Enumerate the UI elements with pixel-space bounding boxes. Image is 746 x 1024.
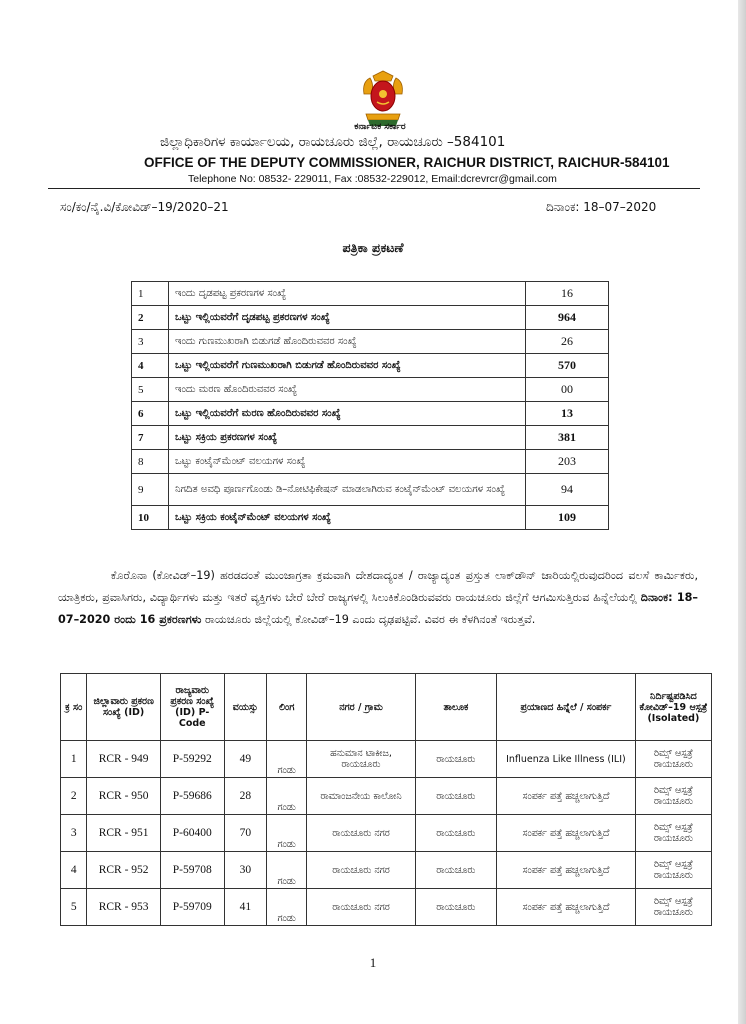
case-taluk: ರಾಯಚೂರು xyxy=(415,889,496,926)
case-place: ರಾಯಚೂರು ನಗರ xyxy=(307,889,415,926)
header-divider xyxy=(48,188,700,189)
office-name-kannada: ಜಿಲ್ಲಾಧಿಕಾರಿಗಳ ಕಾರ್ಯಾಲಯ, ರಾಯಚೂರು ಜಿಲ್ಲೆ, ರಾಯಚೂರು –584101 xyxy=(160,134,506,150)
case-sn: 4 xyxy=(61,852,87,889)
summary-sn: 4 xyxy=(132,354,169,378)
case-travel: ಸಂಪರ್ಕ ಪತ್ತೆ ಹಚ್ಚಲಾಗುತ್ತಿದೆ xyxy=(497,852,636,889)
summary-value: 13 xyxy=(526,402,609,426)
case-hospital: ರಿಮ್ಸ್ ಆಸ್ಪತ್ರೆ ರಾಯಚೂರು xyxy=(635,778,711,815)
summary-label: ಒಟ್ಟು ಇಲ್ಲಿಯವರೆಗೆ ಗುಣಮುಖರಾಗಿ ಬಿಡುಗಡೆ ಹೊಂದಿರುವವರ ಸಂಖ್ಯೆ xyxy=(169,354,526,378)
case-row xyxy=(61,741,712,778)
summary-sn: 6 xyxy=(132,402,169,426)
case-district-id: RCR - 953 xyxy=(87,889,160,926)
summary-row xyxy=(132,306,609,330)
summary-value: 203 xyxy=(526,450,609,474)
case-place: ಹನುಮಾನ ಟಾಕೀಜ, ರಾಯಚೂರು xyxy=(307,741,415,778)
summary-row xyxy=(132,354,609,378)
case-sn: 3 xyxy=(61,815,87,852)
case-place: ರಾಮಾಂಜನೇಯ ಕಾಲೋನಿ xyxy=(307,778,415,815)
case-row xyxy=(61,889,712,926)
summary-label: ಒಟ್ಟು ಕಂಟೈನ್‌ಮೆಂಟ್ ವಲಯಗಳ ಸಂಖ್ಯೆ xyxy=(169,450,526,474)
header-sn: ಕ್ರ ಸಂ xyxy=(61,674,87,741)
summary-sn: 1 xyxy=(132,282,169,306)
case-age: 28 xyxy=(224,778,266,815)
summary-value: 109 xyxy=(526,506,609,530)
summary-table xyxy=(131,281,609,530)
case-travel: ಸಂಪರ್ಕ ಪತ್ತೆ ಹಚ್ಚಲಾಗುತ್ತಿದೆ xyxy=(497,889,636,926)
summary-sn: 3 xyxy=(132,330,169,354)
summary-label: ಇಂದು ದೃಡಪಟ್ಟ ಪ್ರಕರಣಗಳ ಸಂಖ್ಯೆ xyxy=(169,282,526,306)
case-age: 49 xyxy=(224,741,266,778)
case-gender: ಗಂಡು xyxy=(267,741,307,778)
reference-date: ದಿನಾಂಕ: 18–07–2020 xyxy=(546,200,657,214)
summary-value: 00 xyxy=(526,378,609,402)
case-sn: 2 xyxy=(61,778,87,815)
case-taluk: ರಾಯಚೂರು xyxy=(415,741,496,778)
case-travel: Influenza Like Illness (ILI) xyxy=(497,741,636,778)
summary-row xyxy=(132,378,609,402)
case-state-id: P-59292 xyxy=(160,741,224,778)
summary-value: 94 xyxy=(526,474,609,506)
header-hospital: ನಿರ್ದಿಷ್ಟಪಡಿಸಿದ ಕೋವಿಡ್–19 ಆಸ್ಪತ್ರೆ (Isolated) xyxy=(635,674,711,741)
summary-row xyxy=(132,426,609,450)
case-state-id: P-59708 xyxy=(160,852,224,889)
summary-label: ಒಟ್ಟು ಸಕ್ರಿಯ ಕಂಟೈನ್‌ಮೆಂಟ್ ವಲಯಗಳ ಸಂಖ್ಯೆ xyxy=(169,506,526,530)
summary-row xyxy=(132,450,609,474)
press-release-title: ಪತ್ರಿಕಾ ಪ್ರಕಟಣೆ xyxy=(342,240,404,255)
case-age: 41 xyxy=(224,889,266,926)
summary-sn: 2 xyxy=(132,306,169,330)
case-hospital: ರಿಮ್ಸ್ ಆಸ್ಪತ್ರೆ ರಾಯಚೂರು xyxy=(635,852,711,889)
case-gender: ಗಂಡು xyxy=(267,889,307,926)
case-age: 70 xyxy=(224,815,266,852)
case-row xyxy=(61,852,712,889)
case-gender: ಗಂಡು xyxy=(267,815,307,852)
summary-label: ಒಟ್ಟು ಸಕ್ರಿಯ ಪ್ರಕರಣಗಳ ಸಂಖ್ಯೆ xyxy=(169,426,526,450)
case-sn: 5 xyxy=(61,889,87,926)
emblem-caption: ಕರ್ನಾಟಕ ಸರ್ಕಾರ xyxy=(354,122,406,132)
header-travel: ಪ್ರಯಾಣದ ಹಿನ್ನೆಲೆ / ಸಂಪರ್ಕ xyxy=(497,674,636,741)
case-district-id: RCR - 950 xyxy=(87,778,160,815)
case-taluk: ರಾಯಚೂರು xyxy=(415,852,496,889)
case-row xyxy=(61,778,712,815)
case-taluk: ರಾಯಚೂರು xyxy=(415,778,496,815)
summary-label: ನಿಗದಿತ ಅವಧಿ ಪೂರ್ಣಗೊಂಡು ಡಿ–ನೋಟಿಫಿಕೇಷನ್ ಮಾಡಲಾಗಿರುವ ಕಂಟೈನ್‌ಮೆಂಟ್ ವಲಯಗಳ ಸಂಖ್ಯೆ xyxy=(169,474,526,506)
page-number: 1 xyxy=(369,955,377,970)
paragraph-text: ಕೊರೊನಾ (ಕೋವಿಡ್–19) ಹರಡದಂತೆ ಮುಂಜಾಗ್ರತಾ ಕ್ರಮವಾಗಿ ದೇಶದಾದ್ಯಂತ / ರಾಜ್ಯಾದ್ಯಂತ ಪ್ರಸ್ತುತ ಲಾಕ್‌ಡೌನ್ ಜಾರಿಯಲ್ಲಿರುವುದರಿಂದ ವಲಸೆ ಕಾರ್ಮಿಕರು, ಯಾತ್ರಿಕರು, ಪ್ರವಾಸಿಗರು, ವಿದ್ಯಾರ್ಥಿಗಳು ಮತ್ತು ಇತರೆ ವ್ಯಕ್ತಿಗಳು ಬೇರೆ ಬೇರೆ ರಾಜ್ಯಗಳಲ್ಲಿ ಸಿಲುಕಿಕೊಂಡಿರುವವರು ರಾಯಚೂರು ಜಿಲ್ಲೆಗೆ ಆಗಮಿಸುತ್ತಿರುವ ಹಿನ್ನೆಲೆಯಲ್ಲಿ xyxy=(58,569,698,604)
reference-number: ಸಂ/ಕಂ/ನೈ.ವಿ/ಕೋವಿಡ್–19/2020–21 xyxy=(60,200,229,214)
case-state-id: P-60400 xyxy=(160,815,224,852)
case-district-id: RCR - 949 xyxy=(87,741,160,778)
case-age: 30 xyxy=(224,852,266,889)
office-contact-line: Telephone No: 08532- 229011, Fax :08532-229012, Email:dcrevrcr@gmail.com xyxy=(188,173,557,185)
summary-label: ಒಟ್ಟು ಇಲ್ಲಿಯವರೆಗೆ ಮರಣ ಹೊಂದಿರುವವರ ಸಂಖ್ಯೆ xyxy=(169,402,526,426)
summary-row xyxy=(132,506,609,530)
summary-label: ಒಟ್ಟು ಇಲ್ಲಿಯವರೆಗೆ ದೃಡಪಟ್ಟ ಪ್ರಕರಣಗಳ ಸಂಖ್ಯೆ xyxy=(169,306,526,330)
summary-row xyxy=(132,330,609,354)
summary-value: 16 xyxy=(526,282,609,306)
case-state-id: P-59709 xyxy=(160,889,224,926)
case-travel: ಸಂಪರ್ಕ ಪತ್ತೆ ಹಚ್ಚಲಾಗುತ್ತಿದೆ xyxy=(497,815,636,852)
summary-row xyxy=(132,282,609,306)
case-hospital: ರಿಮ್ಸ್ ಆಸ್ಪತ್ರೆ ರಾಯಚೂರು xyxy=(635,815,711,852)
summary-value: 570 xyxy=(526,354,609,378)
case-district-id: RCR - 952 xyxy=(87,852,160,889)
header-state-id: ರಾಜ್ಯವಾರು ಪ್ರಕರಣ ಸಂಖ್ಯೆ (ID) P- Code xyxy=(160,674,224,741)
case-details-table xyxy=(60,673,712,926)
summary-row xyxy=(132,474,609,506)
summary-value: 964 xyxy=(526,306,609,330)
header-gender: ಲಿಂಗ xyxy=(267,674,307,741)
case-gender: ಗಂಡು xyxy=(267,778,307,815)
case-place: ರಾಯಚೂರು ನಗರ xyxy=(307,815,415,852)
summary-sn: 8 xyxy=(132,450,169,474)
case-place: ರಾಯಚೂರು ನಗರ xyxy=(307,852,415,889)
header-district-id: ಜಿಲ್ಲಾವಾರು ಪ್ರಕರಣ ಸಂಖ್ಯೆ (ID) xyxy=(87,674,160,741)
header-age: ವಯಸ್ಸು xyxy=(224,674,266,741)
state-emblem-icon xyxy=(358,70,408,128)
summary-sn: 5 xyxy=(132,378,169,402)
office-name-english: OFFICE OF THE DEPUTY COMMISSIONER, RAICHUR DISTRICT, RAICHUR-584101 xyxy=(144,155,670,170)
paragraph-date-bold: ದಿನಾಂಕ: 18–07–2020 ರಂದು 16 ಪ್ರಕರಣಗಳು xyxy=(58,591,698,626)
case-row xyxy=(61,815,712,852)
summary-value: 381 xyxy=(526,426,609,450)
summary-label: ಇಂದು ಗುಣಮುಖರಾಗಿ ಬಿಡುಗಡೆ ಹೊಂದಿರುವವರ ಸಂಖ್ಯೆ xyxy=(169,330,526,354)
case-hospital: ರಿಮ್ಸ್ ಆಸ್ಪತ್ರೆ ರಾಯಚೂರು xyxy=(635,889,711,926)
summary-value: 26 xyxy=(526,330,609,354)
summary-sn: 7 xyxy=(132,426,169,450)
summary-sn: 10 xyxy=(132,506,169,530)
case-district-id: RCR - 951 xyxy=(87,815,160,852)
summary-row xyxy=(132,402,609,426)
case-hospital: ರಿಮ್ಸ್ ಆಸ್ಪತ್ರೆ ರಾಯಚೂರು xyxy=(635,741,711,778)
page-edge-shadow xyxy=(738,0,746,1024)
case-state-id: P-59686 xyxy=(160,778,224,815)
case-taluk: ರಾಯಚೂರು xyxy=(415,815,496,852)
header-taluk: ತಾಲೂಕ xyxy=(415,674,496,741)
summary-label: ಇಂದು ಮರಣ ಹೊಂದಿರುವವರ ಸಂಖ್ಯೆ xyxy=(169,378,526,402)
paragraph-text-end: ರಾಯಚೂರು ಜಿಲ್ಲೆಯಲ್ಲಿ ಕೋವಿಡ್–19 ಎಂದು ದೃಢಪಟ್ಟಿವೆ. ವಿವರ ಈ ಕೆಳಗಿನಂತೆ ಇರುತ್ತವೆ. xyxy=(201,613,536,626)
summary-sn: 9 xyxy=(132,474,169,506)
case-table-header-row xyxy=(61,674,712,741)
case-gender: ಗಂಡು xyxy=(267,852,307,889)
case-sn: 1 xyxy=(61,741,87,778)
press-release-paragraph xyxy=(58,565,698,631)
case-travel: ಸಂಪರ್ಕ ಪತ್ತೆ ಹಚ್ಚಲಾಗುತ್ತಿದೆ xyxy=(497,778,636,815)
header-place: ನಗರ / ಗ್ರಾಮ xyxy=(307,674,415,741)
